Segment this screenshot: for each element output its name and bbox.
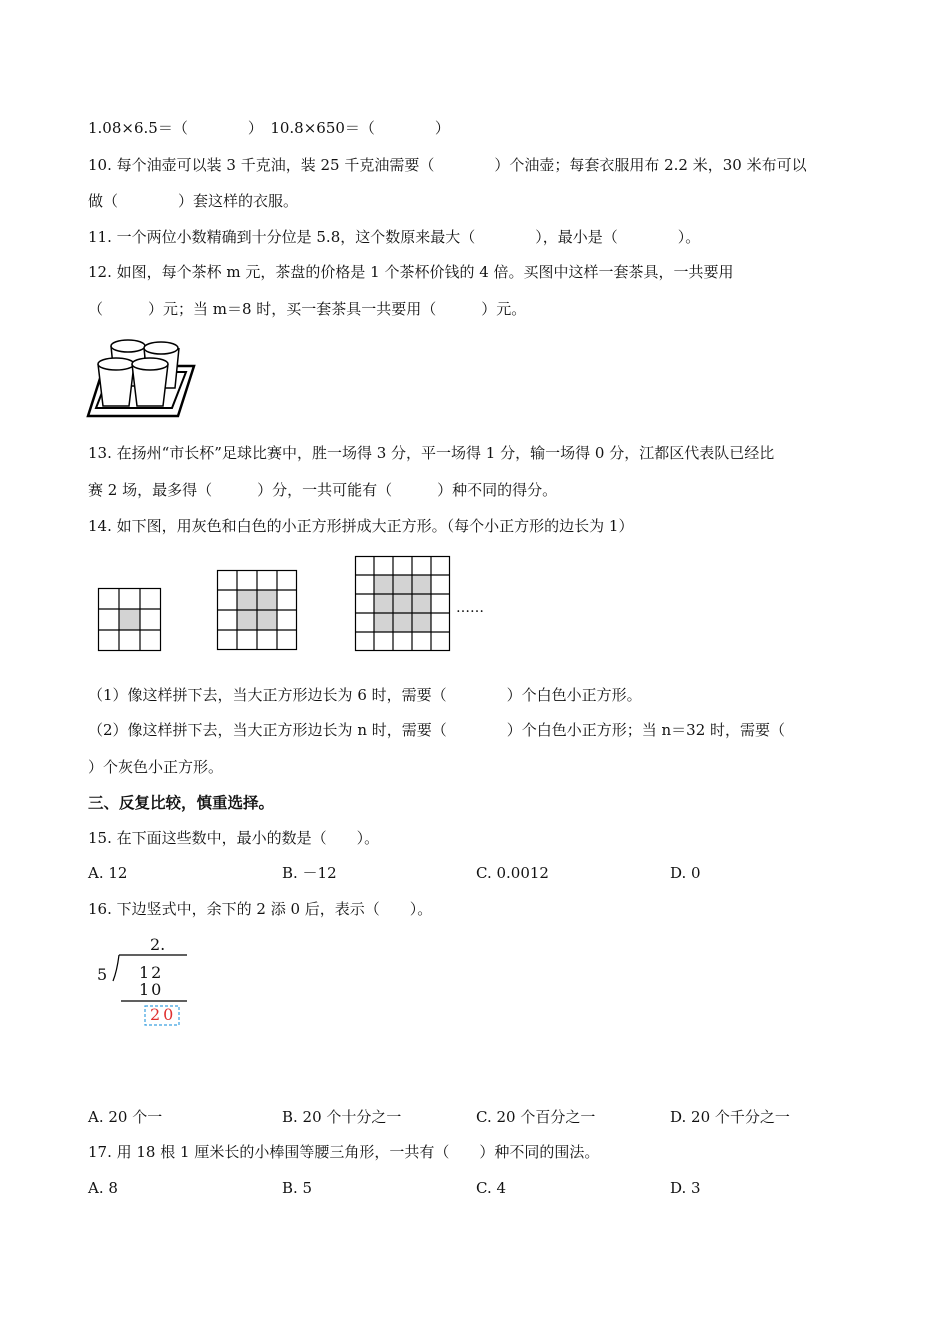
q14-line: 14. 如下图，用灰色和白色的小正方形拼成大正方形。（每个小正方形的边长为 1） [88,517,634,535]
q17-line: 17. 用 18 根 1 厘米长的小棒围等腰三角形，一共有（ ）种不同的围法。 [88,1143,600,1161]
q12-line2: （ ）元；当 m＝8 时，买一套茶具一共要用（ ）元。 [88,300,527,318]
q15-option-c: C. 0.0012 [476,864,549,882]
q15-option-d: D. 0 [670,864,701,882]
square-figure-5 [355,556,451,652]
q15-option-a: A. 12 [88,864,128,882]
q9-line: 1.08×6.5＝（ ） 10.8×650＝（ ） [88,119,450,137]
q17-option-d: D. 3 [670,1179,701,1197]
figure-ellipsis: …… [456,600,484,616]
q13-line1: 13. 在扬州“市长杯”足球比赛中，胜一场得 3 分，平一场得 1 分，输一场得 0 分，江都区代表队已经比 [88,444,775,462]
q10-line1: 10. 每个油壶可以装 3 千克油，装 25 千克油需要（ ）个油壶；每套衣服用布 2.2 米，30 米布可以 [88,156,807,174]
q17-option-b: B. 5 [282,1179,313,1197]
q17-option-a: A. 8 [88,1179,118,1197]
q16-option-b: B. 20 个十分之一 [282,1108,402,1126]
q10-line2: 做（ ）套这样的衣服。 [88,192,299,210]
q12-line1: 12. 如图，每个茶杯 m 元，茶盘的价格是 1 个茶杯价钱的 4 倍。买图中这样一套茶具，一共要用 [88,263,734,281]
q14-part2-line2: ）个灰色小正方形。 [88,758,224,776]
division-dividend: 12 [139,963,164,982]
q14-part1: （1）像这样拼下去，当大正方形边长为 6 时，需要（ ）个白色小正方形。 [88,686,642,704]
q11-line: 11. 一个两位小数精确到十分位是 5.8，这个数原来最大（ ），最小是（ ）。 [88,228,701,246]
q16-option-c: C. 20 个百分之一 [476,1108,596,1126]
q16-line: 16. 下边竖式中，余下的 2 添 0 后，表示（ ）。 [88,900,433,918]
division-quotient: 2. [150,935,166,954]
section-3-heading: 三、反复比较，慎重选择。 [88,794,275,812]
division-product: 10 [139,980,164,999]
q16-option-a: A. 20 个一 [88,1108,163,1126]
q17-option-c: C. 4 [476,1179,507,1197]
division-remainder: 20 [150,1005,177,1024]
square-figure-3 [98,588,162,652]
q13-line2: 赛 2 场，最多得（ ）分，一共可能有（ ）种不同的得分。 [88,481,558,499]
square-figure-4 [217,570,298,651]
q15-option-b: B. －12 [282,864,337,882]
long-division-figure [95,935,205,1030]
q15-line: 15. 在下面这些数中，最小的数是（ ）。 [88,829,380,847]
division-divisor: 5 [97,965,108,984]
tea-set-figure [86,336,201,418]
q16-option-d: D. 20 个千分之一 [670,1108,790,1126]
q14-part2-line1: （2）像这样拼下去，当大正方形边长为 n 时，需要（ ）个白色小正方形；当 n＝32 时，需要（ [88,721,786,739]
